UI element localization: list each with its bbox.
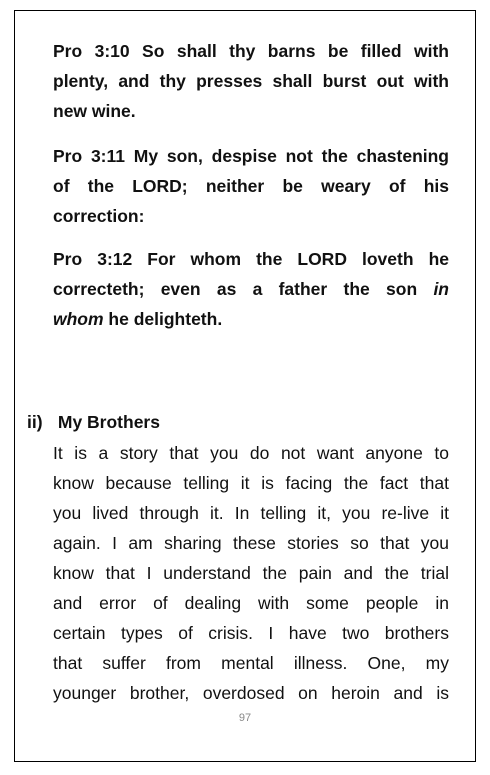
body-line: know that I understand the pain and the trial [53,563,449,583]
body-line: certain types of crisis. I have two brothers [53,623,449,643]
body-line: and error of dealing with some people in [53,593,449,613]
verse-line: correction: [53,206,145,226]
verse-3-10 [53,36,449,126]
verse-text: correcteth; even as a father the son [53,279,434,299]
verse-line: Pro 3:11 My son, despise not the chastening [53,146,449,166]
page-number: 97 [238,712,252,724]
section-number: ii) [27,412,43,432]
verse-italic: in [433,279,449,299]
verse-line: new wine. [53,101,136,121]
verse-line [53,304,449,334]
verse-line: plenty, and thy presses shall burst out with [53,71,449,91]
verse-line: of the LORD; neither be weary of his [53,176,449,196]
verse-text: he delighteth. [103,309,223,329]
body-line: younger brother, overdosed on heroin and is [53,683,449,703]
section-heading [27,407,160,437]
verse-3-12 [53,244,449,334]
body-line: that suffer from mental illness. One, my [53,653,449,673]
body-line: you lived through it. In telling it, you re-live it [53,503,449,523]
body-paragraph [53,438,449,708]
body-line: It is a story that you do not want anyone to [53,443,449,463]
verse-line: Pro 3:10 So shall thy barns be filled with [53,41,449,61]
body-line: again. I am sharing these stories so that you [53,533,449,553]
verse-3-11 [53,141,449,231]
body-line: know because telling it is facing the fact that [53,473,449,493]
section-title: My Brothers [57,412,160,432]
verse-line [53,274,449,304]
verse-italic: whom [53,309,104,329]
verse-line: Pro 3:12 For whom the LORD loveth he [53,249,449,269]
